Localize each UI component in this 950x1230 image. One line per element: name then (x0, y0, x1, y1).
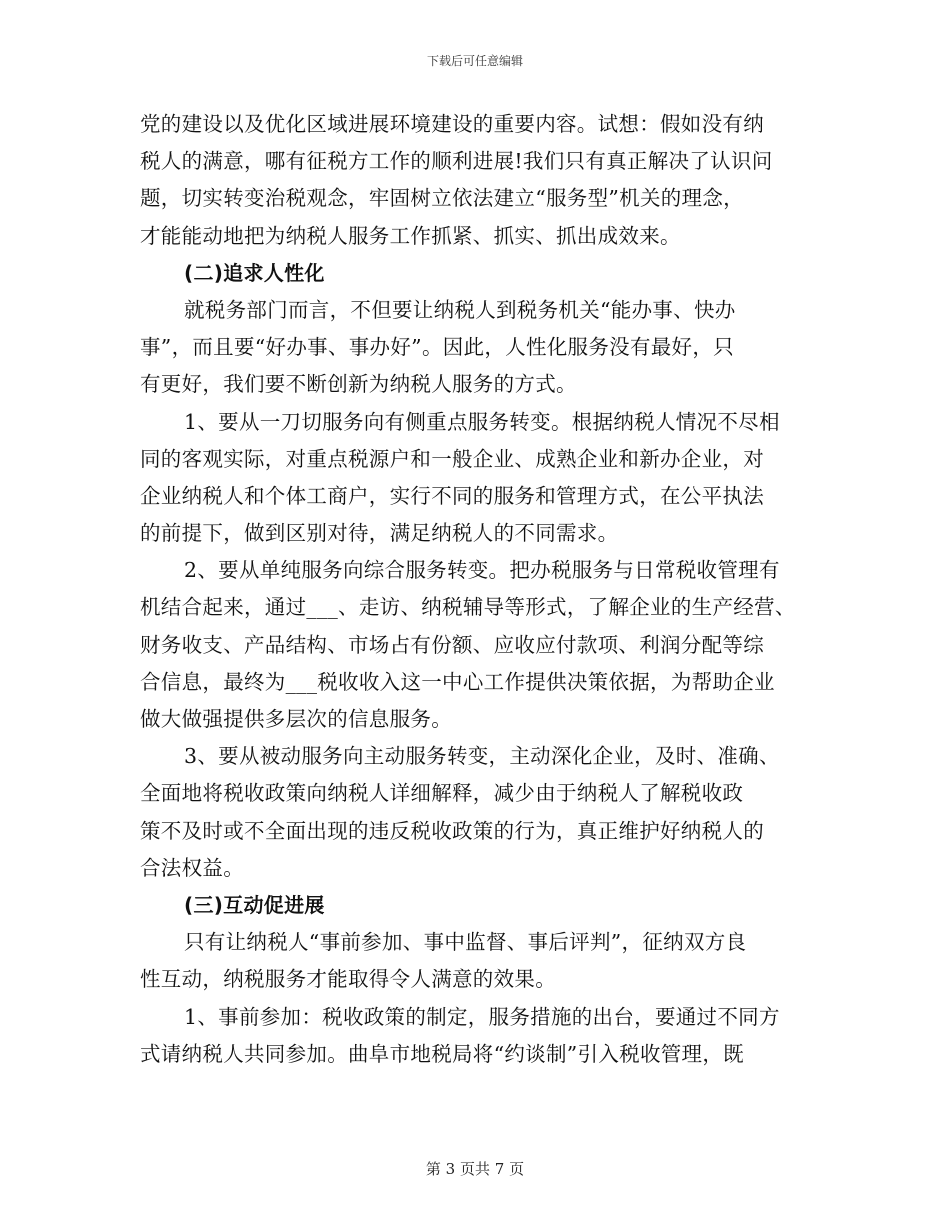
text-line: 同的客观实际，对重点税源户和一般企业、成熟企业和新办企业，对 (140, 446, 764, 471)
section-heading: (三)互动促进展 (184, 892, 325, 917)
text-line: 合信息，最终为___税收收入这一中心工作提供决策依据，为帮助企业 (140, 669, 775, 694)
text-line: 机结合起来，通过___、走访、纳税辅导等形式，了解企业的生产经营、 (140, 595, 796, 620)
text-line: 只有让纳税人“事前参加、事中监督、事后评判”，征纳双方良 (184, 930, 747, 955)
text-line: 策不及时或不全面出现的违反税收政策的行为，真正维护好纳税人的 (140, 818, 764, 843)
text-line: 2、要从单纯服务向综合服务转变。把办税服务与日常税收管理有 (184, 558, 780, 583)
text-line: 全面地将税收政策向纳税人详细解释，减少由于纳税人了解税收政 (140, 781, 744, 806)
text-line: 事”，而且要“好办事、事办好”。因此，人性化服务没有最好，只 (140, 335, 734, 360)
text-line: 性互动，纳税服务才能取得令人满意的效果。 (140, 967, 556, 992)
text-line: 3、要从被动服务向主动服务转变，主动深化企业，及时、准确、 (184, 744, 780, 769)
text-line: 1、事前参加：税收政策的制定，服务措施的出台，要通过不同方 (184, 1004, 780, 1029)
text-line: 党的建设以及优化区域进展环境建设的重要内容。试想：假如没有纳 (140, 112, 764, 136)
text-line: 财务收支、产品结构、市场占有份额、应收应付款项、利润分配等综 (140, 632, 764, 657)
text-line: 题，切实转变治税观念，牢固树立依法建立“服务型”机关的理念， (140, 186, 744, 211)
text-line: 1、要从一刀切服务向有侧重点服务转变。根据纳税人情况不尽相 (184, 409, 780, 434)
text-line: 合法权益。 (140, 855, 244, 880)
text-line: 做大做强提供多层次的信息服务。 (140, 707, 452, 731)
section-heading: (二)追求人性化 (184, 260, 325, 285)
page-number: 第 3 页共 7 页 (425, 1160, 525, 1178)
document-body (140, 108, 830, 1075)
text-line: 有更好，我们要不断创新为纳税人服务的方式。 (140, 372, 577, 397)
text-line: 式请纳税人共同参加。曲阜市地税局将“约谈制”引入税收管理，既 (140, 1041, 744, 1066)
text-line: 企业纳税人和个体工商户，实行不同的服务和管理方式，在公平执法 (140, 483, 764, 508)
text-line: 才能能动地把为纳税人服务工作抓紧、抓实、抓出成效来。 (140, 223, 681, 248)
text-line: 的前提下，做到区别对待，满足纳税人的不同需求。 (140, 521, 619, 546)
page-header: 下载后可任意编辑 (426, 54, 523, 68)
text-line: 就税务部门而言，不但要让纳税人到税务机关“能办事、快办 (184, 297, 736, 322)
text-line: 税人的满意，哪有征税方工作的顺利进展!我们只有真正解决了认识问 (140, 149, 773, 174)
